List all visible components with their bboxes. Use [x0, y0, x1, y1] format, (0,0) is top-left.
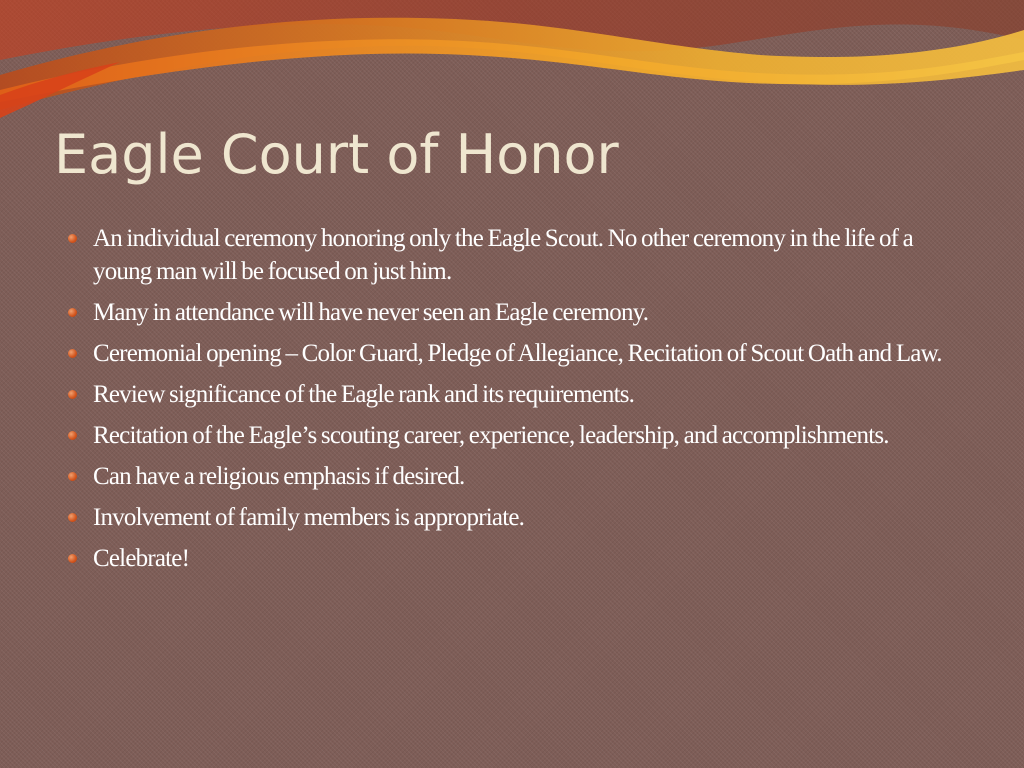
bullet-text: Ceremonial opening – Color Guard, Pledge of Allegiance, Recitation of Scout Oath and Law.	[93, 340, 942, 367]
bullet-text: Recitation of the Eagle’s scouting career, experience, leadership, and accomplishments.	[93, 422, 889, 449]
bullet-text: Review significance of the Eagle rank and its requirements.	[93, 381, 635, 408]
decorative-swoosh-banner	[0, 0, 1024, 140]
bullet-dot-icon	[68, 234, 77, 243]
bullet-dot-icon	[68, 308, 77, 317]
list-item	[68, 222, 968, 288]
slide-title: Eagle Court of Honor	[54, 123, 619, 186]
bullet-dot-icon	[68, 390, 77, 399]
list-item	[68, 419, 968, 452]
bullet-dot-icon	[68, 472, 77, 481]
bullet-dot-icon	[68, 554, 77, 563]
bullet-dot-icon	[68, 431, 77, 440]
bullet-text: Involvement of family members is appropriate.	[93, 504, 525, 531]
bullet-list	[68, 222, 968, 583]
bullet-text: An individual ceremony honoring only the Eagle Scout. No other ceremony in the life of a young man will be focused on just him.	[93, 225, 913, 285]
list-item	[68, 337, 968, 370]
list-item	[68, 501, 968, 534]
bullet-dot-icon	[68, 513, 77, 522]
list-item	[68, 542, 968, 575]
list-item	[68, 378, 968, 411]
list-item	[68, 296, 968, 329]
bullet-text: Can have a religious emphasis if desired.	[93, 463, 465, 490]
bullet-text: Celebrate!	[93, 545, 190, 572]
bullet-text: Many in attendance will have never seen an Eagle ceremony.	[93, 299, 649, 326]
bullet-dot-icon	[68, 349, 77, 358]
list-item	[68, 460, 968, 493]
